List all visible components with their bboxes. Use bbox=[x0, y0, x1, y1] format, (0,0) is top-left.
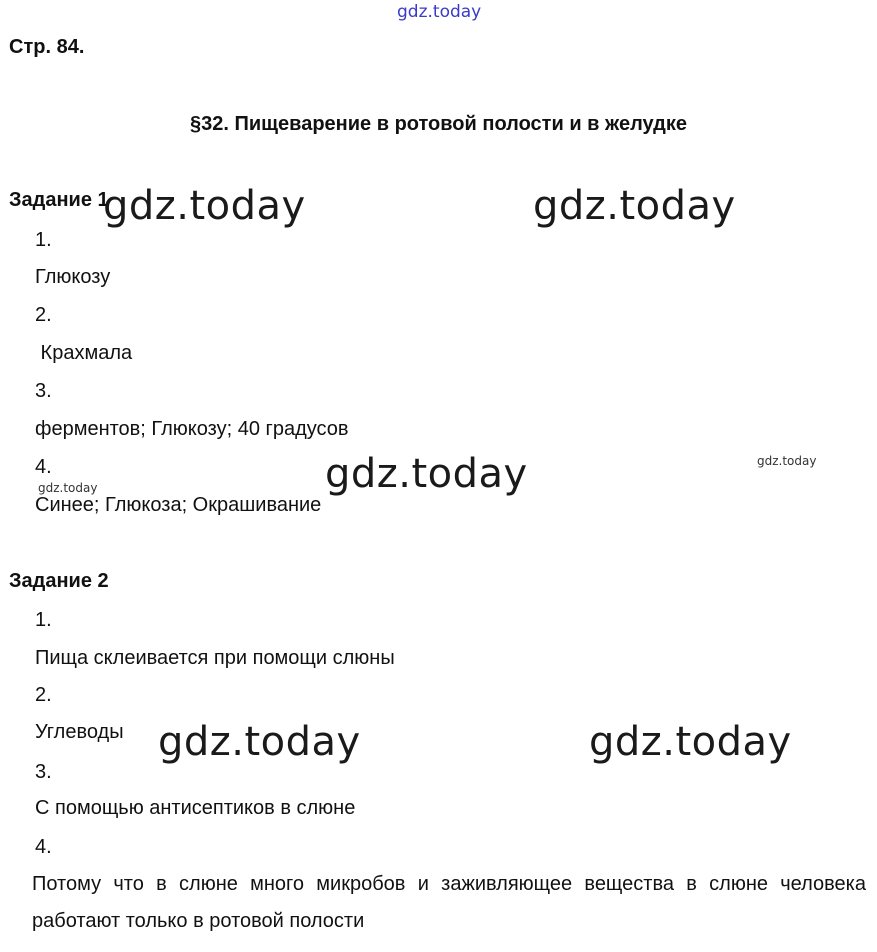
watermark: gdz.today bbox=[103, 183, 306, 229]
watermark: gdz.today bbox=[325, 451, 528, 497]
section-title: §32. Пищеварение в ротовой полости и в желудке bbox=[190, 113, 687, 135]
task-1-item-4-answer: Синее; Глюкоза; Окрашивание bbox=[35, 494, 322, 516]
watermark: gdz.today bbox=[158, 719, 361, 765]
task-1-item-1-answer: Глюкозу bbox=[35, 266, 111, 288]
watermark-top: gdz.today bbox=[397, 2, 482, 22]
task-2-item-4-answer: Потому что в слюне много микробов и заживляющее вещества в слюне человека работают только в ротовой полости bbox=[32, 873, 866, 932]
watermark-small: gdz.today bbox=[38, 481, 98, 495]
task-2-item-3-answer: С помощью антисептиков в слюне bbox=[35, 797, 356, 819]
task-1-heading: Задание 1 bbox=[9, 189, 109, 211]
task-1-item-4-number: 4. bbox=[35, 456, 52, 478]
page-number: Стр. 84. bbox=[9, 36, 85, 58]
task-1-item-2-number: 2. bbox=[35, 304, 52, 326]
watermark: gdz.today bbox=[589, 719, 792, 765]
watermark-small: gdz.today bbox=[757, 454, 817, 468]
task-2-item-4-number: 4. bbox=[35, 836, 52, 858]
task-2-heading: Задание 2 bbox=[9, 570, 109, 592]
task-1-item-3-answer: ферментов; Глюкозу; 40 градусов bbox=[35, 418, 349, 440]
task-2-item-3-number: 3. bbox=[35, 761, 52, 783]
task-1-item-1-number: 1. bbox=[35, 229, 52, 251]
task-2-item-2-answer: Углеводы bbox=[35, 721, 124, 743]
task-1-item-2-answer: Крахмала bbox=[35, 342, 133, 364]
task-2-item-1-number: 1. bbox=[35, 609, 52, 631]
watermark: gdz.today bbox=[533, 183, 736, 229]
task-2-item-1-answer: Пища склеивается при помощи слюны bbox=[35, 647, 395, 669]
task-1-item-3-number: 3. bbox=[35, 380, 52, 402]
task-2-item-2-number: 2. bbox=[35, 684, 52, 706]
